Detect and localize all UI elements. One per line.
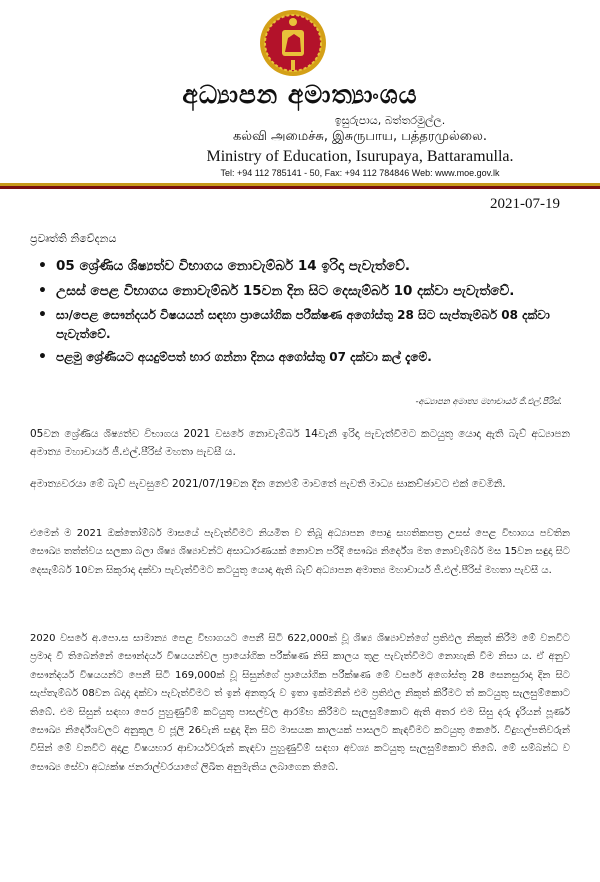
minister-attribution: -අධ්‍යාපන අමාත්‍ය මහාචාර්ය ජී.එල්.පීරිස්.	[415, 397, 562, 407]
body-paragraph: 2020 වසරේ අ.පො.ස සාමාන්‍ය පෙළ විභාගයට පෙනී සිටි 622,000ක් වූ ශිෂ්‍ය ශිෂ්‍යාවන්ගේ ප්‍රතිඵල නිකුත් කිරීම මේ වනවිට ප්‍රමාද වී තිබෙන්නේ සෞන්දර්ය විෂයයන්වල ප්‍රායෝගික පරීක්ෂණ නිසි කාලය තුළ පැවැත්වීමට නොහැකි වීම නිසා ය. ඒ අනුව සෞන්දර්ය විෂයයන්ට පෙනී සිටි 169,000ක් වූ සිසුන්ගේ ප්‍රායෝගික පරීක්ෂණ මේ වසරේ අගෝස්තු 28 සෙනසුරාදා දින සිට සැප්තැම්බර් 08වන බදාදා දක්වා පැවැත්වීමට ත් ඉන් අනතුරු ව ඉතා ඉක්මනින් එම ප්‍රතිඵල නිකුත් කිරීමට ත් කටයුතු සැලසුම්කොට තිබේ. එම සිසුන් සඳහා පෙර පුහුණුවීම් කටයුතු පාසල්වල ආරම්භ කිරීමට සැලසුම්කොට ඇති අතර එම සිසු දරු දැරියන් පූර්ණ සෞඛ්‍ය නිර්දේශවලට අනුකූල ව ජූලි 26වැනි සඳුදා දින සිට මාසයක කාලයක් පාසලට කැඳවීමට කටයුතු කෙරේ. විදුහල්පතිවරුන් විසින් මේ වනවිට අදාළ විෂයභාර ආචාර්යවරුන් කැඳවා පුහුණුවීම් සඳහා අවශ්‍ය කටයුතු සැලසුම්කොට තිබේ. මේ සම්බන්ධ ව සෞඛ්‍ය සේවා අධ්‍යක්ෂ ජනරාල්වරයාගේ ලිඛිත අනුමැතිය ලබාගෙන තිබේ.	[30, 633, 570, 773]
bullet-icon: •	[38, 283, 47, 299]
highlight-text: 05 ශ්‍රේණිය ශිෂ්‍යත්ව විභාගය නොවැම්බර් 14 ඉරිදා පැවැත්වේ.	[56, 258, 411, 274]
header-divider-maroon	[0, 186, 600, 189]
ministry-name-tamil: கல்வி அமைச்சு, இசுருபாய, பத்தரமுல்லை.	[232, 129, 487, 144]
highlight-text: උසස් පෙළ විභාගය නොවැම්බර් 15වන දින සිට දෙසැම්බර් 10 දක්වා පැවැත්වේ.	[56, 283, 515, 299]
national-emblem-icon	[258, 8, 328, 78]
bullet-icon: •	[38, 258, 47, 274]
contact-details: Tel: +94 112 785141 - 50, Fax: +94 112 784846 Web: www.moe.gov.lk	[220, 168, 500, 178]
document-date: 2021-07-19	[490, 196, 560, 212]
bullet-icon: •	[38, 349, 47, 365]
highlight-item	[36, 256, 576, 277]
ministry-location-sinhala: ඉසුරුපාය, බත්තරමුල්ල.	[334, 114, 446, 127]
highlight-item	[36, 306, 576, 344]
body-paragraph: අමාත්‍යවරයා මේ බැව් පැවසුවේ 2021/07/19වන දින නෙළුම් මාවතේ පැවති මාධ්‍ය සාකච්ඡාවට එක් වෙමිනි.	[30, 478, 506, 490]
highlight-text: සා/පෙළ සෞන්දර්ය විෂයයන් සඳහා ප්‍රායෝගික පරීක්ෂණ අගෝස්තු 28 සිට සැප්තැම්බර් 08 දක්වා පැවැත්වේ.	[56, 308, 550, 341]
highlight-item	[36, 348, 576, 367]
ministry-name-english: Ministry of Education, Isurupaya, Battaramulla.	[206, 148, 514, 165]
body-paragraph: එමෙන් ම 2021 ඔක්තෝම්බර් මාසයේ පැවැත්වීමට නියමිත ව තිබූ අධ්‍යාපන පොදු සහතිකපත්‍ර උසස් පෙළ විභාගය පවතින සෞඛ්‍ය තත්ත්වය සලකා බලා ශිෂ්‍ය ශිෂ්‍යාවන්ට අසාධාරණයක් නොවන පරිදි සෞඛ්‍ය නිර්දේශ මත නොවැම්බර් මස 15වන සඳුදා සිට දෙසැම්බර් 10වන සිකුරාදා දක්වා පැවැත්වීමට කටයුතු යොදා ඇති බැව් අධ්‍යාපන අමාත්‍ය මහාචාර්ය ජී.එල්.පීරිස් මහතා පැවසී ය.	[30, 528, 570, 576]
highlight-text: පළමු ශ්‍රේණියට අයදුම්පත් භාර ගන්නා දිනය අගෝස්තු 07 දක්වා කල් දැමේ.	[56, 350, 432, 364]
body-paragraph: 05වන ශ්‍රේණිය ශිෂ්‍යත්ව විභාගය 2021 වසරේ නොවැම්බර් 14වැනි ඉරිදා පැවැත්වීමට කටයුතු යොදා ඇති බැව් අධ්‍යාපන අමාත්‍ය මහාචාර්ය ජී.එල්.පීරිස් මහතා පැවසී ය.	[30, 428, 570, 458]
highlight-item	[36, 281, 576, 302]
press-release-label: ප්‍රවෘත්ති නිවේදනය	[30, 232, 117, 245]
ministry-name-sinhala: අධ්‍යාපන අමාත්‍යාංශය	[182, 80, 418, 109]
bullet-icon: •	[38, 307, 47, 323]
highlights-list	[36, 256, 576, 371]
